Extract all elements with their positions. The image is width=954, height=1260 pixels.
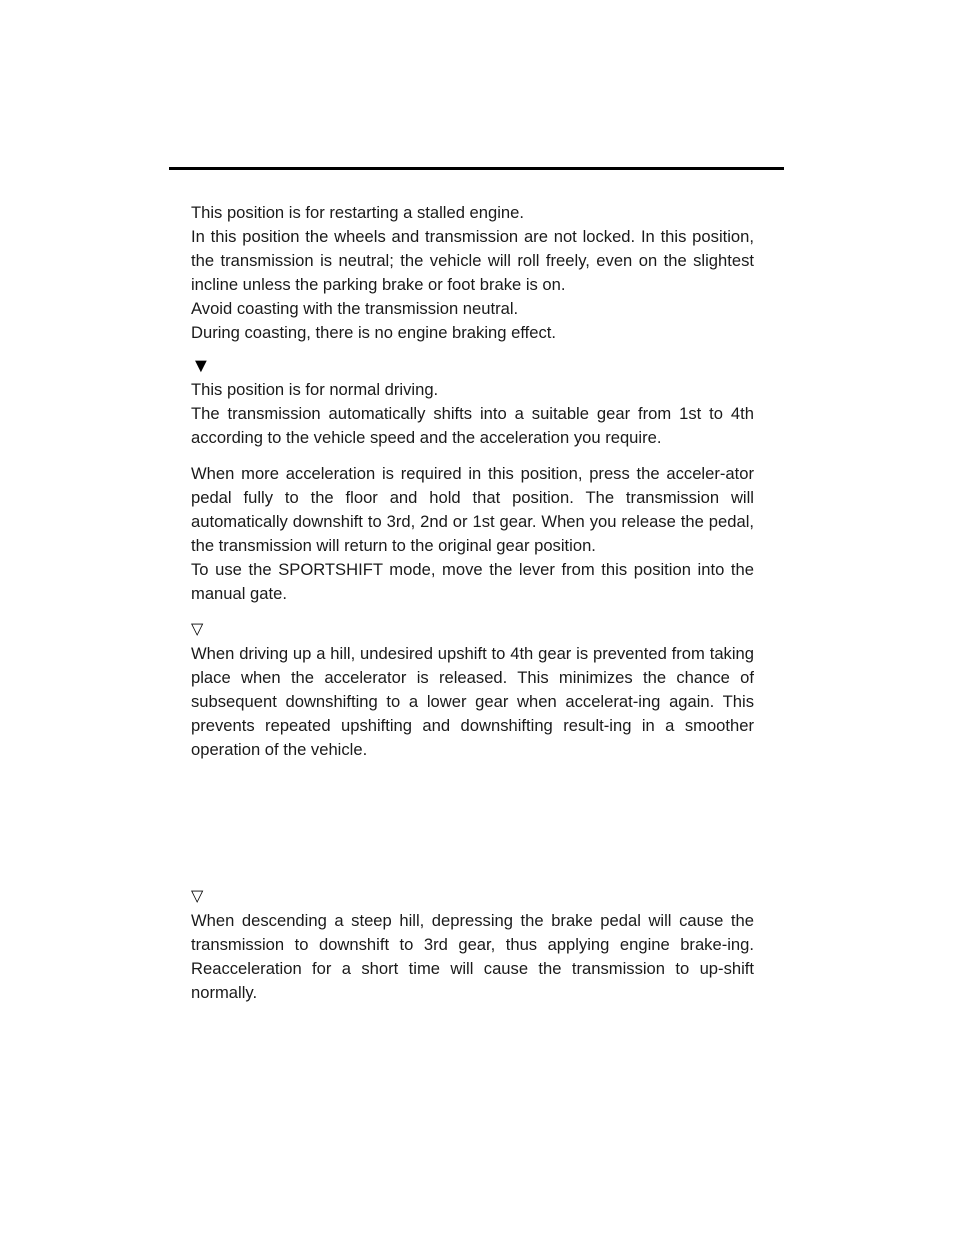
downhill-control-section: [191, 885, 754, 1005]
top-divider-rule: [169, 167, 784, 170]
neutral-paragraph-2: In this position the wheels and transmission are not locked. In this position, the transmission is neutral; the vehicle will roll freely, even on the slightest incline unless the parking brake or foot brake is on.: [191, 227, 754, 294]
neutral-paragraph-3: Avoid coasting with the transmission neutral.: [191, 299, 519, 318]
drive-paragraph-1: This position is for normal driving.: [191, 380, 439, 399]
drive-position-section: [191, 354, 754, 450]
drive-paragraph-2: The transmission automatically shifts into a suitable gear from 1st to 4th according to the vehicle speed and the acceleration you require.: [191, 404, 754, 447]
uphill-control-section: [191, 618, 754, 762]
kickdown-paragraph-1: When more acceleration is required in this position, press the acceler-ator pedal fully to the floor and hold that position. The transmission will automatically downshift to 3rd, 2nd or 1st gear. When you release the pedal, the transmission will return to the original gear position.: [191, 464, 754, 555]
uphill-paragraph-1: When driving up a hill, undesired upshift to 4th gear is prevented from taking place when the accelerator is released. This minimizes the chance of subsequent downshifting to a lower gear when accelerat-ing again. This prevents repeated upshifting and downshifting result-ing in a smoother operation of the vehicle.: [191, 644, 754, 759]
kickdown-section: [191, 462, 754, 606]
kickdown-paragraph-2: To use the SPORTSHIFT mode, move the lever from this position into the manual gate.: [191, 560, 754, 603]
neutral-position-section: [191, 201, 754, 345]
neutral-paragraph-4: During coasting, there is no engine braking effect.: [191, 323, 556, 342]
downhill-paragraph-1: When descending a steep hill, depressing the brake pedal will cause the transmission to downshift to 3rd gear, thus applying engine brake-ing. Reacceleration for a short time will cause the transmission to up-shift normally.: [191, 911, 754, 1002]
neutral-paragraph-1: This position is for restarting a stalled engine.: [191, 203, 524, 222]
open-triangle-icon: ▽: [191, 621, 204, 638]
open-triangle-icon: ▽: [191, 888, 204, 905]
filled-triangle-icon: ▼: [191, 355, 211, 377]
